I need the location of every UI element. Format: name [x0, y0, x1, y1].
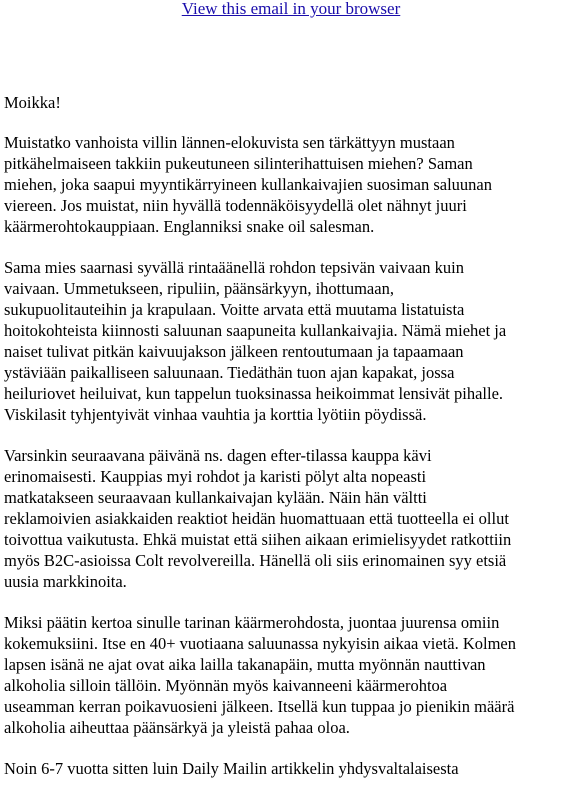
paragraph-line: uusia markkinoita.	[4, 572, 127, 591]
paragraph-line: Noin 6-7 vuotta sitten luin Daily Mailin artikkelin yhdysvaltalaisesta	[4, 759, 459, 778]
paragraph-line: heiluriovet heiluivat, kun tappelun tuoksinassa heikoimmat lensivät pihalle.	[4, 384, 504, 403]
paragraph-line: hoitokohteista kiinnosti saluunan saapuneita kullankaivajia. Nämä miehet ja	[4, 321, 507, 340]
paragraph-line: reklamoivien asiakkaiden reaktiot heidän huomattuaan että tuotteella ei ollut	[4, 509, 509, 528]
paragraph-line: Sama mies saarnasi syvällä rintaäänellä rohdon tepsivän vaivaan kuin	[4, 258, 465, 277]
paragraph-line: kokemuksiini. Itse en 40+ vuotiaana saluunassa nykyisin aikaa vietä. Kolmen	[4, 634, 516, 653]
email-header	[0, 0, 580, 19]
view-in-browser-link[interactable]: View this email in your browser	[181, 0, 401, 18]
paragraph-line: lapsen isänä ne ajat ovat aika lailla takanapäin, mutta myönnän nauttivan	[4, 655, 486, 674]
paragraph-line: ystäviään paikalliseen saluunaan. Tiedäthän tuon ajan kapakat, jossa	[4, 363, 455, 382]
paragraph-line: Miksi päätin kertoa sinulle tarinan käärmerohdosta, juontaa juurensa omiin	[4, 613, 500, 632]
paragraph-line: alkoholia silloin tällöin. Myönnän myös kaivanneeni käärmerohtoa	[4, 676, 448, 695]
paragraph-line: miehen, joka saapui myyntikärryineen kullankaivajien suosiman saluunan	[4, 175, 492, 194]
paragraph-line: alkoholia aiheuttaa päänsärkyä ja yleistä pahaa oloa.	[4, 718, 350, 737]
paragraph-list	[4, 132, 578, 779]
email-body	[4, 92, 578, 799]
paragraph-line: pitkähelmaiseen takkiin pukeutuneen silinterihattuisen miehen? Saman	[4, 154, 473, 173]
paragraph-line: erinomaisesti. Kauppias myi rohdot ja karisti pölyt alta nopeasti	[4, 467, 427, 486]
paragraph-line: useamman kerran poikavuosieni jälkeen. Itsellä kun tuppaa jo pienikin määrä	[4, 697, 515, 716]
paragraph-line: toivottua vaikutusta. Ehkä muistat että siihen aikaan erimielisyydet ratkottiin	[4, 530, 512, 549]
paragraph	[4, 612, 578, 738]
paragraph-line: Varsinkin seuraavana päivänä ns. dagen efter-tilassa kauppa kävi	[4, 446, 432, 465]
paragraph-line: matkatakseen seuraavaan kullankaivajan kylään. Näin hän vältti	[4, 488, 427, 507]
paragraph	[4, 257, 578, 425]
paragraph-line: käärmerohtokauppiaan. Englanniksi snake oil salesman.	[4, 217, 375, 236]
paragraph	[4, 758, 578, 779]
greeting: Moikka!	[4, 93, 61, 112]
paragraph-line: Viskilasit tyhjentyivät vinhaa vauhtia ja korttia lyötiin pöydissä.	[4, 405, 427, 424]
paragraph-line: naiset tulivat pitkän kaivuujakson jälkeen rentoutumaan ja tapaamaan	[4, 342, 464, 361]
paragraph-line: sukupuolitauteihin ja krapulaan. Voitte arvata että muutama listatuista	[4, 300, 465, 319]
paragraph-line: Muistatko vanhoista villin lännen-elokuvista sen tärkättyyn mustaan	[4, 133, 455, 152]
paragraph	[4, 445, 578, 592]
paragraph	[4, 132, 578, 237]
paragraph-line: vaivaan. Ummetukseen, ripuliin, päänsärkyyn, ihottumaan,	[4, 279, 394, 298]
paragraph-line: myös B2C-asioissa Colt revolvereilla. Hänellä oli siis erinomainen syy etsiä	[4, 551, 507, 570]
paragraph-line: viereen. Jos muistat, niin hyvällä todennäköisyydellä olet nähnyt juuri	[4, 196, 467, 215]
